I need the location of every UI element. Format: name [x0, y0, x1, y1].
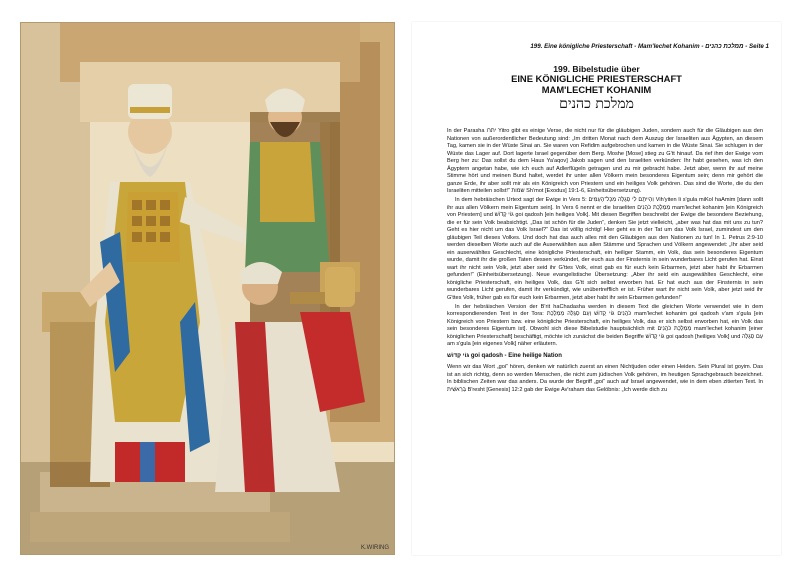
title-line-1: 199. Bibelstudie über [553, 64, 640, 74]
paragraph-2: In dem hebräischen Urtext sagt der Ewige in Vers 5: וִהְיִיתֶם לִי סְגֻלָּה מִכָּל־הָעַמִּים Vih'yiten li s'gula miKol haAmim [dann sollt ihr aus allen Völkern mein Eigentum sein]. In Vers 6 nennt er die Israeliten מַמְלֶכֶת כֹּהֲנִים mam'lechet kohanim [ein Königreich von Priestern] und גּוֹי קָדוֹשׁ goi qadosh [ein heiliges Volk]. Mit diesen Begriffen beschreibt der Ewige die besondere Beziehung, die er für sein Volk beabsichtigt. „Das ist schön für die Juden“, denken Sie jetzt vielleicht, „aber was hat das mit uns zu tun? Geht es hier nicht um das Volk Israel?“ Das ist völlig richtig! Hier geht es in der Tat um das Volk Israel, zumindest um den gläubigen Teil dieses Volkes. Und doch hat das auch alles mit den Gläubigen aus den Nationen zu tun! In 1. Petrus 2:9-10 werden dieselben Worte auch auf die Auserwählten aus allen Stämme und Sprachen und Völkern angewendet: „Ihr aber seid ein auserwähltes Geschlecht, eine königliche Priesterschaft, ein heiliger Stamm, ein Volk, das sein besonderes Eigentum wurde, damit ihr die großen Taten dessen verkündet, der euch aus der Finsternis in sein wunderbares Licht gerufen hat. Einst wart ihr nicht sein Volk, jetzt aber seid ihr G'ttes Volk, einst gab es für euch kein Erbarmen, jetzt aber habt ihr Erbarmen gefunden!“ (Einheitsübersetzung). Neue evangelistische Übersetzung: „Aber ihr seid ein ausgewähltes Geschlecht, eine königliche Priesterschaft, ein heiliges Volk, das G'tt sich selbst erworben hat. Er hat euch aus der Finsternis in sein wunderbares Licht gerufen, damit ihr verkündigt, wie unübertrefflich er ist. Früher wart ihr nicht sein Volk, aber jetzt seid ihr G'ttes Volk, früher gab es für euch kein Erbarmen, jetzt aber habt ihr sein Erbarmen gefunden!“ [447, 197, 764, 301]
title-block [412, 64, 781, 113]
title-line-3: MAM'LECHET KOHANIM [541, 83, 652, 95]
document-page [412, 22, 781, 555]
title-line-2: EINE KÖNIGLICHE PRIESTERSCHAFT [511, 73, 682, 84]
body-text [447, 128, 763, 396]
page-header: 199. Eine königliche Priesterschaft - Mam'lechet Kohanim - ממלכת כהנים - Seite 1 [530, 43, 769, 50]
title-hebrew: ממלכת כהנים [559, 96, 634, 112]
paragraph-3: In der hebräischen Version der B'rit haChadasha werden in diesem Text die gleichen Worte verwendet wie in dem korrespondierenden Text in der Tora: כֹּהֲנִים גּוֹי קָדוֹשׁ וְעַם סְגֻלָּה מַמְלֶכֶת mam'lechet kohanim goi qadosh v'am s'gula [ein Königreich von Priestern bzw. eine königliche Priesterschaft, ein heiliges Volk, das er sich selbst erworben hat, ein Volk das sein besonderes Eigentum ist]. Obwohl sich diese Bibelstudie hauptsächlich mit מַמְלֶכֶת כֹּהֲנִים mam'lechet kohanim [einer königlichen Priesterschaft] beschäftigt, möchte ich zunächst die beiden Begriffe גּוֹי קָדוֹשׁ goi qadosh [heiliges Volk] und עַם סְגֻלָּה am s'gula [ein eigenes Volk] näher erläutern. [447, 303, 764, 347]
priest-illustration-art [20, 22, 395, 555]
illustration-signature: K.WIRING [361, 545, 389, 551]
section-heading: גּוֹי קָדוֹשׁ goi qadosh - Eine heilige Nation [447, 352, 562, 359]
paragraph-4: Wenn wir das Wort „goi“ hören, denken wir natürlich zuerst an einen Nichtjuden oder einen Heiden. Sein Plural ist goyim. Das ist an sich richtig, denn so werden Menschen, die nicht zum jüdischen Volk gehören, im heutigen Sprachgebrauch bezeichnet. In biblischen Zeiten war das anders. Da wurde der Begriff „goi“ auch auf Israel angewendet, wie in dem eben zitierten Text. In בְּרֵאשִׁית B'resht [Genesis] 12:2 gab der Ewige Av'raham das Gelöbnis: „Ich werde dich zu [447, 364, 763, 393]
paragraph-1: In der Parasha יתרו Yitro gibt es einige Verse, die nicht nur für die gläubigen Juden, sondern auch für die Gläubigen aus den Nationen von außerordentlicher Bedeutung sind: „Im dritten Monat nach dem Auszug der Israeliten aus Ägypten, an diesem Tag, kamen sie in der Wüste Sinai an. Sie waren von Refidim aufgebrochen und kamen in die Wüste Sinai. Sie schlugen in der Wüste das Lager auf. Dort lagerte Israel gegenüber dem Berg. Moshe [Mose] stieg zu G'tt hinauf. Da rief ihm der Ewige vom Berg her zu: Das sollst du dem Haus Ya'aqov] Jakob sagen und den Israeliten verkünden: Ihr habt gesehen, was ich den Ägyptern angetan habe, wie ich euch auf Adlerflügeln getragen und zu mir gebracht habe. Jetzt aber, wenn ihr auf meine Stimme hört und meinen Bund haltet, werdet ihr unter allen Völkern mein besonderes Eigentum sein; denn mir gehört die ganze Erde, ihr aber sollt mir als ein Königreich von Priestern und ein heiliges Volk gehören. Das sind die Worte, die du den Israeliten mitteilen sollst!“ שמות Sh'mot [Exodus] 19:1-6, Einheitsübersetzung). [447, 128, 763, 194]
priest-illustration [20, 22, 395, 555]
